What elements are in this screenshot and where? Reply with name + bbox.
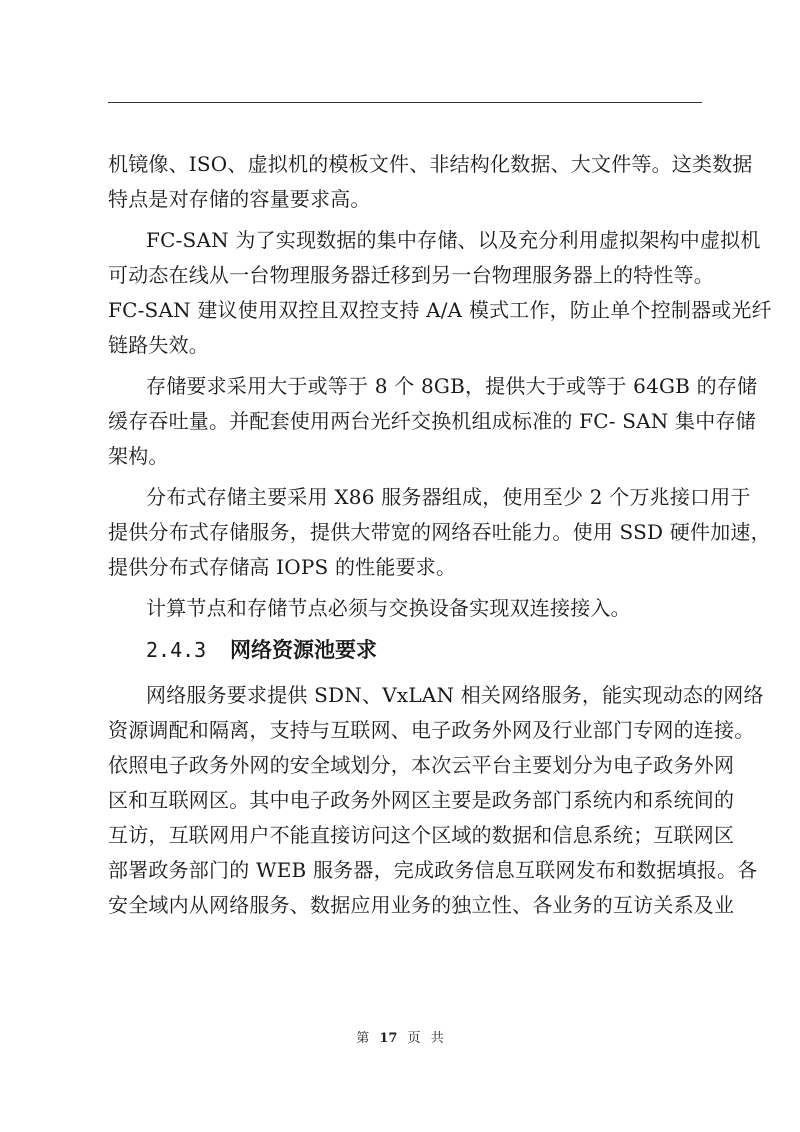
paragraph-dual-connection bbox=[108, 591, 702, 626]
page-footer bbox=[0, 1030, 800, 1048]
paragraph-network-services bbox=[108, 678, 764, 923]
paragraph-storage-requirements bbox=[108, 369, 758, 474]
text-line: 可动态在线从一台物理服务器迁移到另一台物理服务器上的特性等。 bbox=[108, 263, 714, 287]
section-number: 2.4.3 bbox=[146, 638, 207, 662]
page-number: 17 bbox=[379, 1031, 398, 1046]
text-line: 链路失效。 bbox=[108, 333, 209, 357]
footer-prefix: 第 bbox=[356, 1031, 370, 1046]
text-line: FC-SAN 建议使用双控且双控支持 A/A 模式工作，防止单个控制器或光纤 bbox=[108, 298, 772, 322]
text-line: 互访，互联网用户不能直接访问这个区域的数据和信息系统；互联网区 bbox=[108, 823, 735, 847]
text-line: FC-SAN 为了实现数据的集中存储、以及充分利用虚拟架构中虚拟机 bbox=[146, 228, 761, 252]
text-line: 提供分布式存储服务，提供大带宽的网络吞吐能力。使用 SSD 硬件加速， bbox=[108, 520, 771, 544]
header-rule bbox=[108, 102, 702, 103]
text-line: 安全域内从网络服务、数据应用业务的独立性、各业务的互访关系及业 bbox=[108, 893, 735, 917]
text-line: 计算节点和存储节点必须与交换设备实现双连接接入。 bbox=[146, 596, 631, 620]
page-body bbox=[108, 147, 772, 929]
text-line: 区和互联网区。其中电子政务外网区主要是政务部门系统内和系统间的 bbox=[108, 788, 735, 812]
text-line: 缓存吞吐量。并配套使用两台光纤交换机组成标准的 FC- SAN 集中存储 bbox=[108, 409, 756, 433]
footer-middle: 页 bbox=[407, 1031, 421, 1046]
text-line: 提供分布式存储高 IOPS 的性能要求。 bbox=[108, 555, 457, 579]
paragraph-storage-types bbox=[108, 147, 753, 217]
footer-suffix: 共 bbox=[430, 1031, 444, 1046]
section-title: 网络资源池要求 bbox=[230, 638, 377, 662]
text-line: 资源调配和隔离，支持与互联网、电子政务外网及行业部门专网的连接。 bbox=[108, 718, 755, 742]
text-line: 存储要求采用大于或等于 8 个 8GB，提供大于或等于 64GB 的存储 bbox=[146, 374, 758, 398]
section-heading bbox=[108, 632, 702, 668]
paragraph-distributed-storage bbox=[108, 480, 771, 585]
paragraph-fc-san bbox=[108, 223, 772, 363]
text-line: 特点是对存储的容量要求高。 bbox=[108, 187, 371, 211]
text-line: 分布式存储主要采用 X86 服务器组成，使用至少 2 个万兆接口用于 bbox=[146, 485, 751, 509]
text-line: 网络服务要求提供 SDN、VxLAN 相关网络服务，能实现动态的网络 bbox=[146, 683, 764, 707]
text-line: 机镜像、ISO、虚拟机的模板文件、非结构化数据、大文件等。这类数据 bbox=[108, 152, 753, 176]
text-line: 部署政务部门的 WEB 服务器，完成政务信息互联网发布和数据填报。各 bbox=[108, 858, 758, 882]
text-line: 依照电子政务外网的安全域划分，本次云平台主要划分为电子政务外网 bbox=[108, 753, 735, 777]
text-line: 架构。 bbox=[108, 444, 169, 468]
